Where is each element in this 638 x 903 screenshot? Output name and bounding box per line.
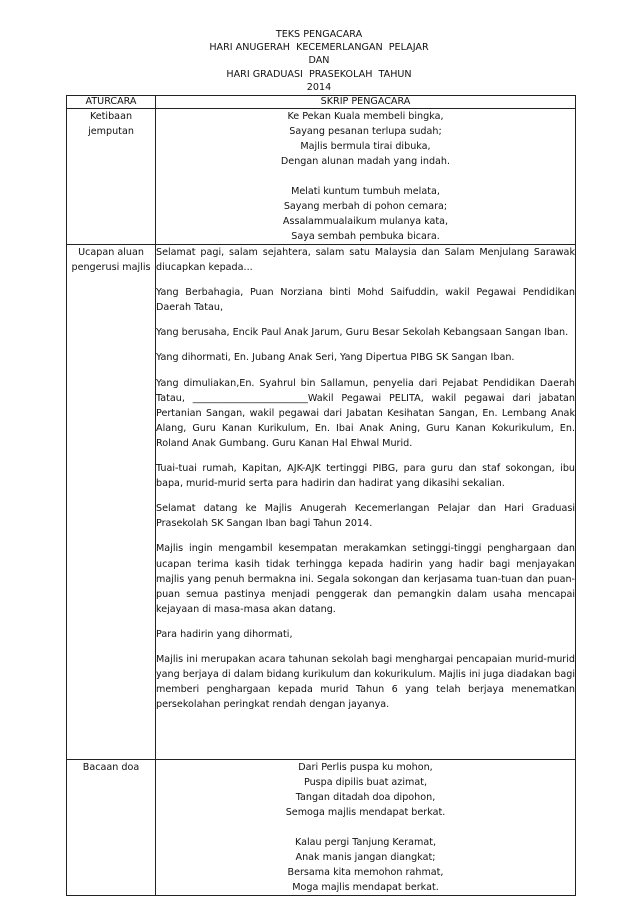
pantun-line: Ke Pekan Kuala membeli bingka, [287, 111, 444, 122]
speech-paragraph: Majlis ingin mengambil kesempatan merakamkan setinggi-tinggi penghargaan dan ucapan terima kasih tidak terhingga kepada hadirin yang hadir bagi menjayakan majlis yang penuh bermakna ini. Segala sokongan dan kerjasama tuan-tuan dan puan-puan semua pastinya menjadi penggerak dan pemangkin dalam usaha mencapai kejayaan di masa-masa akan datang. [156, 543, 575, 615]
agenda-item-label: Ketibaan jemputan [67, 109, 156, 245]
speech-paragraph: Yang Berbahagia, Puan Norziana binti Mohd Saifuddin, wakil Pegawai Pendidikan Daerah Tatau, [156, 287, 575, 314]
table-row [67, 245, 576, 760]
table-row [67, 760, 576, 896]
title-line: HARI GRADUASI PRASEKOLAH TAHUN [226, 68, 412, 80]
pantun-line: Dari Perlis puspa ku mohon, [298, 762, 433, 773]
script-table [66, 95, 576, 896]
speech-cell [156, 245, 576, 760]
pantun-stanza [156, 109, 575, 169]
speech-paragraph: Tuai-tuai rumah, Kapitan, AJK-AJK tertinggi PIBG, para guru dan staf sokongan, ibu bapa, murid-murid serta para hadirin dan hadirat yang dikasihi sekalian. [156, 463, 575, 490]
speech-paragraph: Selamat pagi, salam sejahtera, salam satu Malaysia dan Salam Menjulang Sarawak diucapkan kepada... [156, 247, 575, 274]
pantun-stanza [156, 835, 575, 895]
agenda-item-label: Bacaan doa [67, 760, 156, 896]
pantun-line: Saya sembah pembuka bicara. [291, 231, 440, 242]
column-header-aturcara: ATURCARA [67, 96, 156, 109]
table-row [67, 109, 576, 245]
title-line: TEKS PENGACARA [275, 29, 363, 40]
pantun-line: Majlis bermula tirai dibuka, [300, 141, 431, 152]
pantun-line: Melati kuntum tumbuh melata, [291, 186, 440, 197]
pantun-line: Bersama kita memohon rahmat, [287, 867, 444, 878]
title-line: HARI ANUGERAH KECEMERLANGAN PELAJAR [209, 42, 429, 54]
column-header-skrip: SKRIP PENGACARA [156, 96, 576, 109]
pantun-stanza [156, 760, 575, 820]
pantun-cell [156, 760, 576, 896]
pantun-line: Sayang merbah di pohon cemara; [283, 201, 448, 212]
pantun-stanza [156, 184, 575, 244]
pantun-line: Puspa dipilis buat azimat, [303, 777, 428, 788]
table-header-row [67, 96, 576, 109]
pantun-line: Anak manis jangan diangkat; [295, 852, 436, 863]
speech-paragraph: Yang berusaha, Encik Paul Anak Jarum, Guru Besar Sekolah Kebangsaan Sangan Iban. [156, 327, 569, 339]
speech-paragraph: Para hadirin yang dihormati, [156, 628, 293, 640]
pantun-line: Assalammualaikum mulanya kata, [282, 216, 449, 227]
pantun-line: Moga majlis mendapat berkat. [292, 882, 439, 893]
pantun-cell [156, 109, 576, 245]
document-title [0, 28, 638, 94]
speech-paragraph: Yang dihormati, En. Jubang Anak Seri, Yang Dipertua PIBG SK Sangan Iban. [156, 352, 515, 364]
title-line: 2014 [306, 81, 332, 93]
speech-paragraph: Majlis ini merupakan acara tahunan sekolah bagi menghargai pencapaian murid-murid yang berjaya di dalam bidang kurikulum dan kokurikulum. Majlis ini juga diadakan bagi memberi penghargaan kepada murid Tahun 6 yang telah berjaya menematkan persekolahan peringkat rendah dengan jayanya. [156, 653, 575, 711]
pantun-line: Dengan alunan madah yang indah. [280, 156, 451, 167]
pantun-line: Sayang pesanan terlupa sudah; [289, 126, 442, 137]
speech-paragraph: Selamat datang ke Majlis Anugerah Kecemerlangan Pelajar dan Hari Graduasi Prasekolah SK Sangan Iban bagi Tahun 2014. [156, 503, 575, 530]
agenda-item-label: Ucapan aluan pengerusi majlis [67, 245, 156, 760]
title-line: DAN [308, 55, 330, 67]
pantun-line: Semoga majlis mendapat berkat. [285, 807, 446, 818]
speech-paragraph: Yang dimuliakan,En. Syahrul bin Sallamun, penyelia dari Pejabat Pendidikan Daerah Tatau, ________________________Wakil Pegawai PELITA, wakil pegawai dari jabatan Pertanian Sangan, wakil pegawai dari Jabatan Kesihatan Sangan, En. Lembang Anak Alang, Guru Kanan Kurikulum, En. Ibai Anak Aning, Guru Kanan Kokurikulum, En. Roland Anak Gumbang. Guru Kanan Hal Ehwal Murid. [156, 377, 575, 449]
pantun-line: Tangan ditadah doa dipohon, [295, 792, 436, 803]
pantun-line: Kalau pergi Tanjung Keramat, [294, 837, 437, 848]
